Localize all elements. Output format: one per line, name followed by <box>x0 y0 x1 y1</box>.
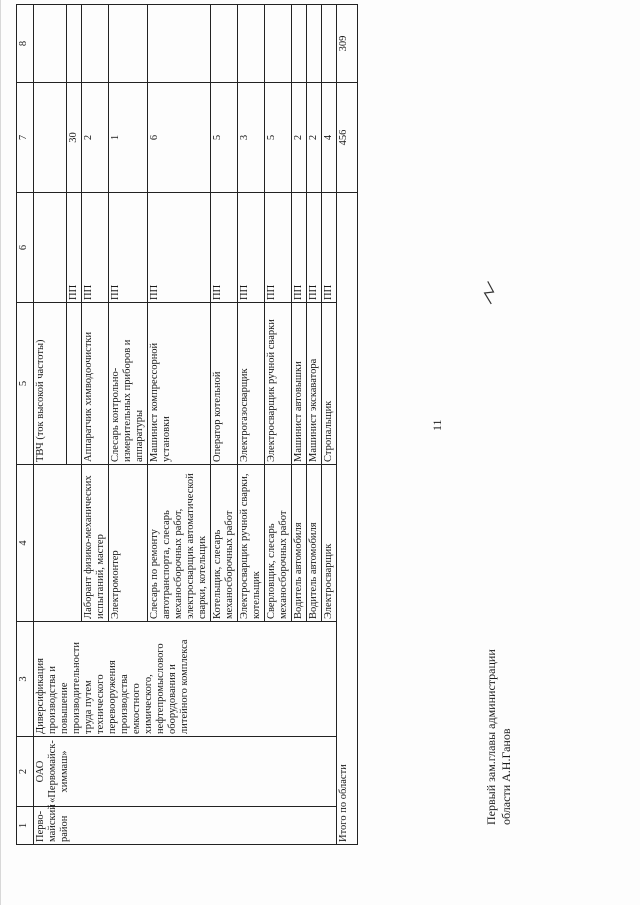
extra-cell <box>265 5 292 83</box>
profession-from-cell: Сверловщик, слесарь механосборочных работ <box>265 465 292 622</box>
page-number: 11 <box>430 419 444 431</box>
count-cell: 4 <box>322 83 337 193</box>
signature-block <box>484 649 514 825</box>
profession-to-cell: ТВЧ (ток высокой частоты) <box>34 303 67 465</box>
profession-to-cell: Оператор котельной <box>211 303 238 465</box>
column-number: 3 <box>17 622 34 737</box>
column-number: 4 <box>17 465 34 622</box>
extra-cell <box>82 5 109 83</box>
extra-cell <box>109 5 148 83</box>
column-number: 5 <box>17 303 34 465</box>
training-type-cell: ПП <box>67 193 82 303</box>
profession-to-cell: Машинист автовышки <box>292 303 307 465</box>
count-cell: 6 <box>148 83 211 193</box>
count-cell: 2 <box>292 83 307 193</box>
table-row <box>34 5 67 845</box>
column-number-row <box>17 5 34 845</box>
handwritten-mark <box>477 273 504 307</box>
count-cell: 5 <box>265 83 292 193</box>
profession-to-cell: Слесарь контрольно-измерительных приборов и аппаратуры <box>109 303 148 465</box>
training-type-cell: ПП <box>109 193 148 303</box>
profession-to-cell <box>67 303 82 465</box>
training-type-cell: ПП <box>82 193 109 303</box>
column-number: 7 <box>17 83 34 193</box>
direction-cell: Диверсификация производства и повышение производительности труда путем технического перевооружения производства емкостного химического, нефтепромыслового оборудования и литейного комплекса <box>34 622 337 737</box>
profession-to-cell: Электросварщик ручной сварки <box>265 303 292 465</box>
column-number: 1 <box>17 807 34 845</box>
profession-from-cell: Слесарь по ремонту автотранспорта, слесарь механосборочных работ, электросварщик автоматической сварки, котельщик <box>148 465 211 622</box>
profession-from-cell: Водитель автомобиля <box>292 465 307 622</box>
company-cell: ОАО «Первомайск-химмаш» <box>34 737 337 807</box>
signature-line-2: области А.Н.Ганов <box>499 728 513 825</box>
count-cell: 3 <box>238 83 265 193</box>
profession-to-cell: Электрогазосварщик <box>238 303 265 465</box>
profession-from-cell: Лаборант физико-механических испытаний, мастер <box>82 465 109 622</box>
extra-cell <box>238 5 265 83</box>
total-count: 456 <box>337 83 358 193</box>
profession-from-cell: Электросварщик <box>322 465 337 622</box>
column-number: 2 <box>17 737 34 807</box>
profession-to-cell: Аппаратчик химводоочистки <box>82 303 109 465</box>
count-cell: 30 <box>67 83 82 193</box>
training-type-cell <box>34 193 67 303</box>
total-label: Итого по области <box>337 193 358 845</box>
training-type-cell: ПП <box>322 193 337 303</box>
total-extra: 309 <box>337 5 358 83</box>
count-cell: 1 <box>109 83 148 193</box>
training-type-cell: ПП <box>307 193 322 303</box>
profession-from-cell: Котельщик, слесарь механосборочных работ <box>211 465 238 622</box>
profession-to-cell: Машинист экскаватора <box>307 303 322 465</box>
vacancy-table <box>16 4 358 845</box>
profession-to-cell: Стропальщик <box>322 303 337 465</box>
count-cell: 2 <box>307 83 322 193</box>
profession-from-cell: Водитель автомобиля <box>307 465 322 622</box>
profession-to-cell: Машинист компрессорной установки <box>148 303 211 465</box>
training-type-cell: ПП <box>265 193 292 303</box>
extra-cell <box>148 5 211 83</box>
count-cell <box>34 83 67 193</box>
district-cell: Перво-майский район <box>34 807 337 845</box>
extra-cell <box>211 5 238 83</box>
count-cell: 5 <box>211 83 238 193</box>
profession-from-cell: Электросварщик ручной сварки, котельщик <box>238 465 265 622</box>
training-type-cell: ПП <box>148 193 211 303</box>
extra-cell <box>322 5 337 83</box>
extra-cell <box>67 5 82 83</box>
signature-line-1: Первый зам.главы администрации <box>484 649 498 825</box>
profession-from-cell: Электромонтер <box>109 465 148 622</box>
column-number: 6 <box>17 193 34 303</box>
count-cell: 2 <box>82 83 109 193</box>
profession-from-cell <box>34 465 82 622</box>
training-type-cell: ПП <box>238 193 265 303</box>
training-type-cell: ПП <box>211 193 238 303</box>
extra-cell <box>307 5 322 83</box>
extra-cell <box>292 5 307 83</box>
total-row <box>337 5 358 845</box>
extra-cell <box>34 5 67 83</box>
training-type-cell: ПП <box>292 193 307 303</box>
column-number: 8 <box>17 5 34 83</box>
